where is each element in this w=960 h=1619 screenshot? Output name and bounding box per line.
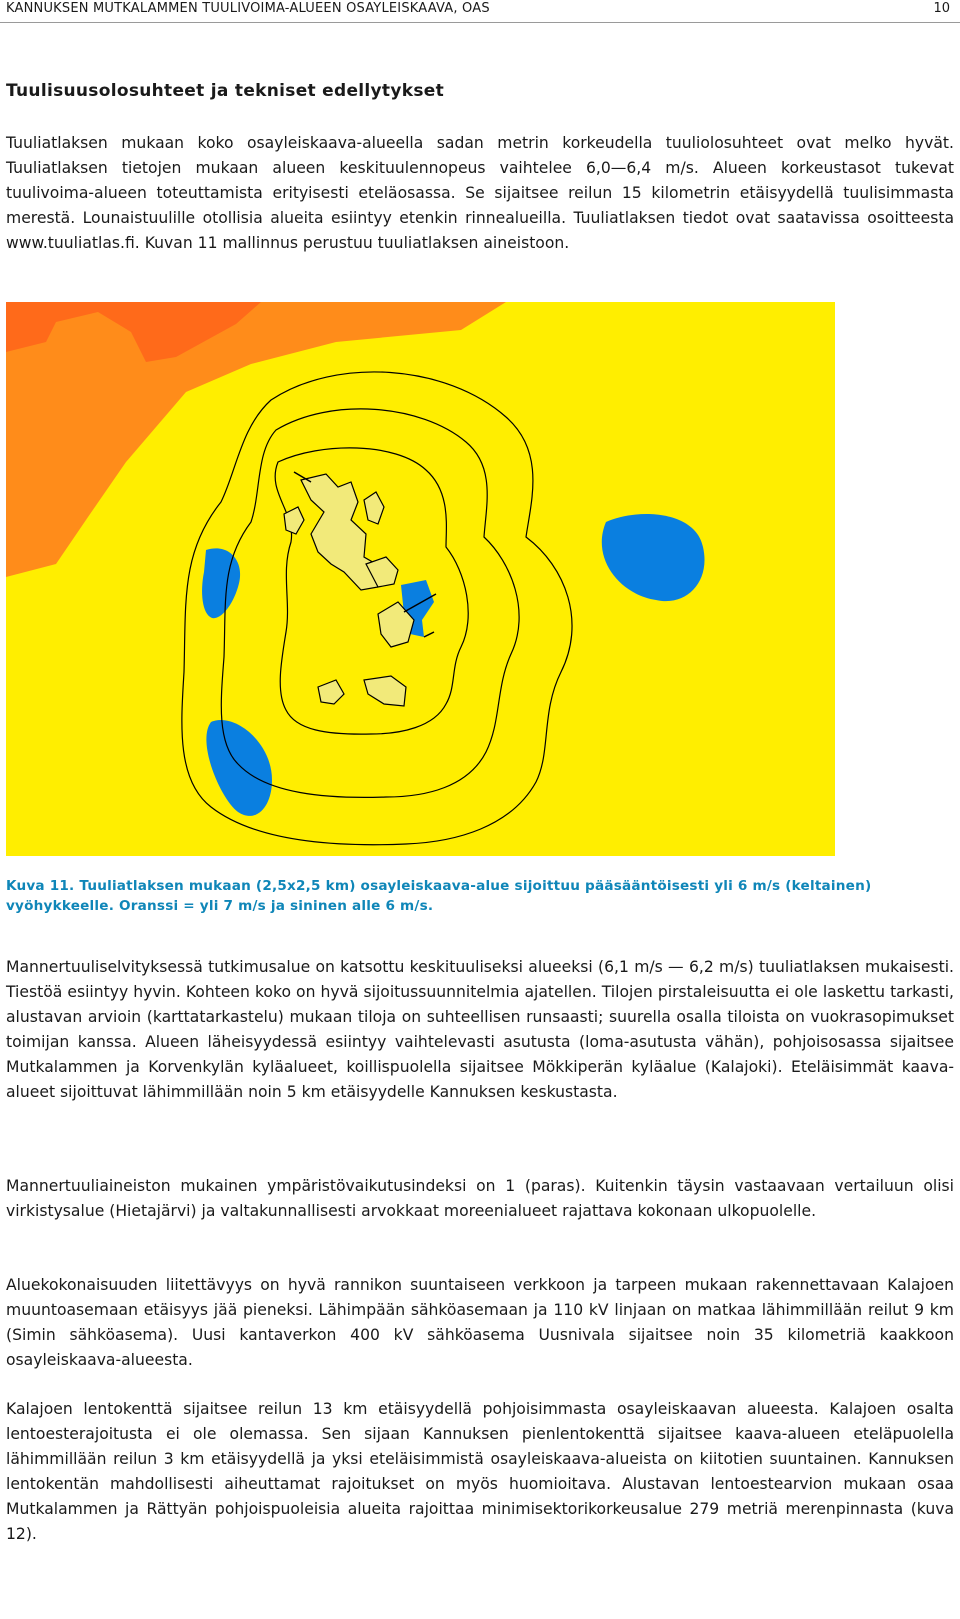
wind-atlas-map (6, 302, 835, 856)
section-heading: Tuulisuusolosuhteet ja tekniset edellytykset (6, 81, 445, 101)
page-number: 10 (933, 1, 950, 16)
paragraph-wind-conditions: Tuuliatlaksen mukaan koko osayleiskaava-alueella sadan metrin korkeudella tuuliolosuhteet ovat melko hyvät. Tuuliatlaksen tietojen mukaan alueen keskituulennopeus vaihtelee 6,0—6,4 m/s. Alueen korkeustasot tukevat tuulivoima-alueen toteuttamista erityisesti eteläosassa. Se sijaitsee reilun 15 kilometrin etäisyydellä tuulisimmasta merestä. Lounaistuulille otollisia alueita esiintyy etenkin rinnealueilla. Tuuliatlaksen tiedot ovat saatavissa osoitteesta www.tuuliatlas.fi. Kuvan 11 mallinnus perustuu tuuliatlaksen aineistoon. (6, 134, 954, 252)
figure-caption: Kuva 11. Tuuliatlaksen mukaan (2,5x2,5 km) osayleiskaava-alue sijoittuu pääsääntöisesti yli 6 m/s (keltainen) vyöhykkeelle. Oranssi = yli 7 m/s ja sininen alle 6 m/s. (6, 878, 872, 914)
page-header (0, 0, 960, 23)
paragraph-environmental-index: Mannertuuliaineiston mukainen ympäristövaikutusindeksi on 1 (paras). Kuitenkin täysin vastaavaan vertailuun olisi virkistysalue (Hietajärvi) ja valtakunnallisesti arvokkaat moreenialueet rajattava kokonaan ulkopuolelle. (6, 1177, 954, 1220)
paragraph-grid-connection: Aluekokonaisuuden liitettävyys on hyvä rannikon suuntaiseen verkkoon ja tarpeen mukaan rakennettavaan Kalajoen muuntoasemaan etäisyys jää pieneksi. Lähimpään sähköasemaan ja 110 kV linjaan on matkaa lähimmillään reilut 9 km (Simin sähköasema). Uusi kantaverkon 400 kV sähköasema Uusnivala sijaitsee noin 35 kilometriä kaakkoon osayleiskaava-alueesta. (6, 1276, 954, 1369)
document-title: KANNUKSEN MUTKALAMMEN TUULIVOIMA-ALUEEN OSAYLEISKAAVA, OAS (6, 1, 490, 16)
paragraph-airports: Kalajoen lentokenttä sijaitsee reilun 13 km etäisyydellä pohjoisimmasta osayleiskaavan alueesta. Kalajoen osalta lentoesterajoitusta ei ole olemassa. Sen sijaan Kannuksen pienlentokenttä sijaitsee kaava-alueen eteläpuolella lähimmillään reilun 3 km etäisyydellä ja yksi eteläisimmistä osayleiskaava-alueista on kiitotien suuntainen. Kannuksen lentokentän mahdollisesti aiheuttamat rajoitukset on myös huomioitava. Alustavan lentoestearvion mukaan osaa Mutkalammen ja Rättyän pohjoispuoleisia alueita rajoittaa minimisektorikorkeusalue 279 metriä merenpinnasta (kuva 12). (6, 1400, 954, 1543)
paragraph-land-wind-survey: Mannertuuliselvityksessä tutkimusalue on katsottu keskituuliseksi alueeksi (6,1 m/s — 6,2 m/s) tuuliatlaksen mukaisesti. Tiestöä esiintyy hyvin. Kohteen koko on hyvä sijoitussuunnitelmia ajatellen. Tilojen pirstaleisuutta ei ole laskettu tarkasti, alustavan arvioin (karttatarkastelu) mukaan tiloja on suhteellisen runsaasti; suurella osalla tiloista on vuokrasopimukset toimijan kanssa. Alueen läheisyydessä esiintyy vaihtelevasti asutusta (loma-asutusta vähän), pohjoisosassa sijaitsee Mutkalammen ja Korvenkylän kyläalueet, koillispuolella sijaitsee Mökkiperän kyläalue (Kalajoki). Eteläisimmät kaava-alueet sijoittuvat lähimmillään noin 5 km etäisyydelle Kannuksen keskustasta. (6, 958, 954, 1101)
